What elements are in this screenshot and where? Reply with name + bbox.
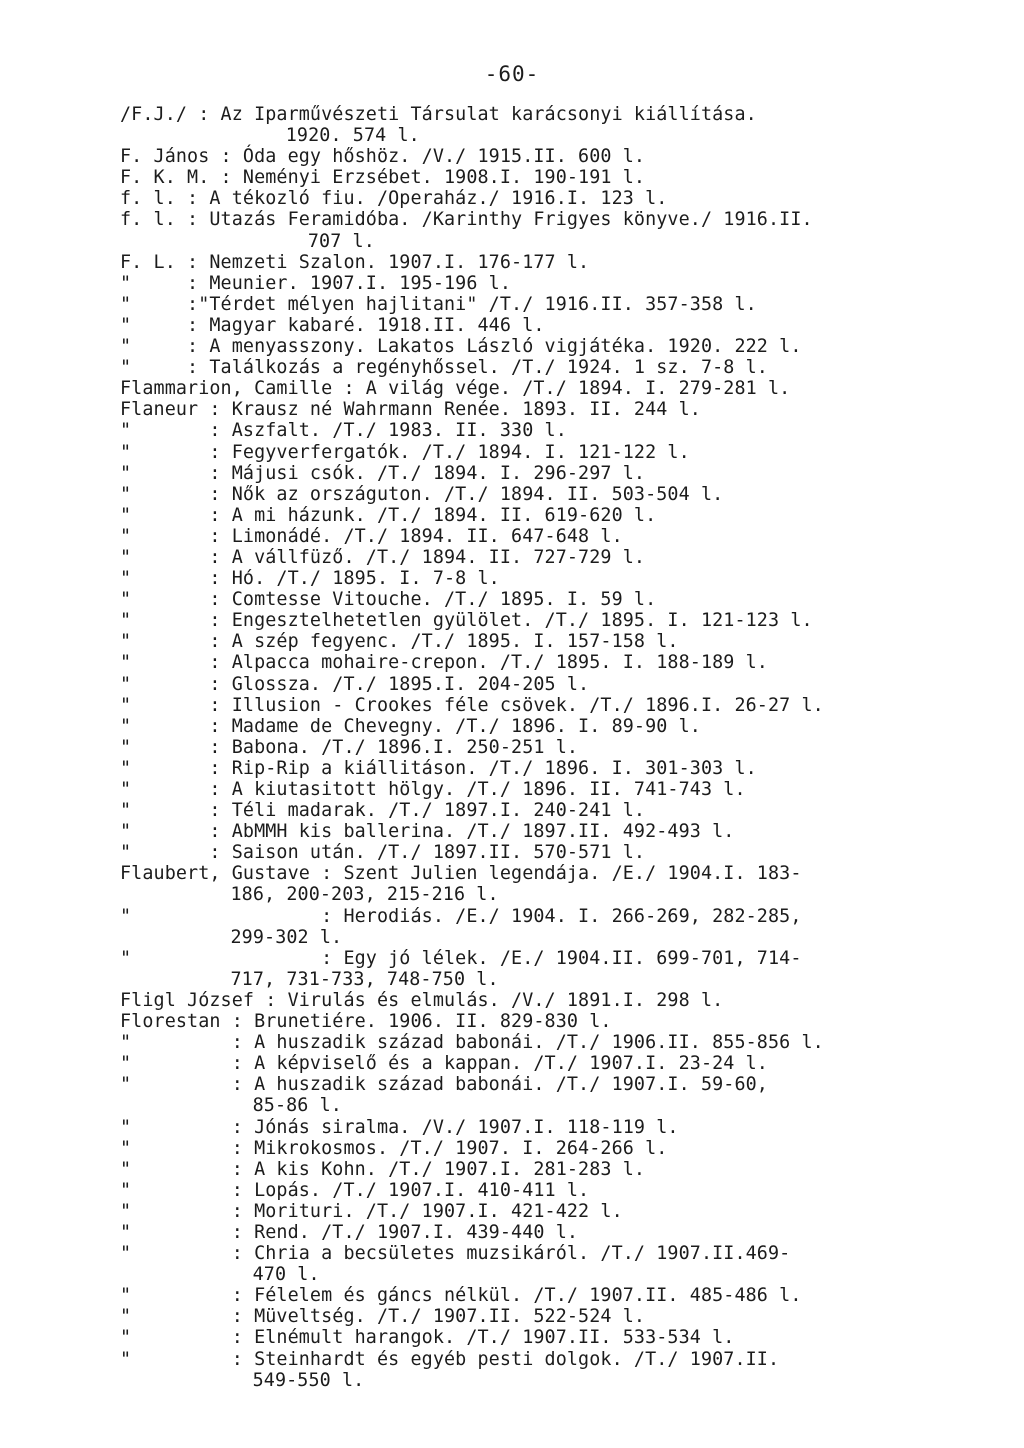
entry-line [120, 336, 1000, 357]
entry-line [120, 589, 1000, 610]
entry-text: " : Madame de Chevegny. /T./ 1896. I. 89-90 l. [120, 715, 701, 737]
entry-line [120, 188, 1000, 209]
entry-line [120, 315, 1000, 336]
entry-text: " : Meunier. 1907.I. 195-196 l. [120, 272, 512, 294]
entry-text: " : A menyasszony. Lakatos László vigjátéka. 1920. 222 l. [120, 336, 802, 358]
entry-text: " : Limonádé. /T./ 1894. II. 647-648 l. [120, 525, 623, 547]
entry-line [120, 610, 1000, 631]
entry-text: " : Chria a becsületes muzsikáról. /T./ 1907.II.469- [120, 1243, 791, 1265]
entry-line [120, 1117, 1000, 1138]
entry-line [120, 779, 1000, 800]
entry-line [120, 378, 1000, 399]
entry-text: " :"Térdet mélyen hajlitani" /T./ 1916.II. 357-358 l. [120, 293, 757, 315]
entry-line [120, 273, 1000, 294]
entry-line [120, 737, 1000, 758]
entry-line [120, 863, 1000, 884]
entry-line [120, 1180, 1000, 1201]
entry-text: " : Morituri. /T./ 1907.I. 421-422 l. [120, 1200, 623, 1222]
entry-continuation-text: 549-550 l. [252, 1369, 365, 1391]
entry-line [120, 1053, 1000, 1074]
entry-line [120, 125, 1000, 146]
entry-text: " : Fegyverfergatók. /T./ 1894. I. 121-122 l. [120, 441, 690, 463]
entry-line [120, 420, 1000, 441]
entry-text: " : AbMMH kis ballerina. /T./ 1897.II. 492-493 l. [120, 821, 735, 843]
entry-text: " : Aszfalt. /T./ 1983. II. 330 l. [120, 420, 567, 442]
entry-text: " : Illusion - Crookes féle csövek. /T./ 1896.I. 26-27 l. [120, 694, 824, 716]
entry-line [120, 631, 1000, 652]
entry-line [120, 674, 1000, 695]
entry-text: Flammarion, Camille : A világ vége. /T./ 1894. I. 279-281 l. [120, 378, 791, 400]
entry-line [120, 442, 1000, 463]
entry-text: f. l. : Utazás Feramidóba. /Karinthy Frigyes könyve./ 1916.II. [120, 209, 813, 231]
entry-text: " : Steinhardt és egyéb pesti dolgok. /T./ 1907.II. [120, 1348, 780, 1370]
entry-line [120, 1327, 1000, 1348]
entry-line [120, 884, 1000, 905]
entry-line [120, 1011, 1000, 1032]
entry-line [120, 1285, 1000, 1306]
entry-continuation-text: 1920. 574 l. [285, 125, 420, 147]
entry-line [120, 1370, 1000, 1391]
bibliography-entries [120, 104, 1000, 1391]
entry-line [120, 1074, 1000, 1095]
entry-text: " : Egy jó lélek. /E./ 1904.II. 699-701, 714- [120, 947, 802, 969]
entry-line [120, 1138, 1000, 1159]
entry-line [120, 652, 1000, 673]
entry-line [120, 463, 1000, 484]
entry-line [120, 927, 1000, 948]
entry-text: " : Elnémult harangok. /T./ 1907.II. 533-534 l. [120, 1327, 735, 1349]
entry-text: " : Saison után. /T./ 1897.II. 570-571 l. [120, 842, 646, 864]
entry-line [120, 1222, 1000, 1243]
entry-line [120, 948, 1000, 969]
entry-line [120, 484, 1000, 505]
entry-continuation-text: 85-86 l. [252, 1095, 342, 1117]
entry-continuation-text: 707 l. [307, 230, 375, 252]
entry-line [120, 146, 1000, 167]
entry-text: " : Lopás. /T./ 1907.I. 410-411 l. [120, 1179, 590, 1201]
entry-text: " : Félelem és gáncs nélkül. /T./ 1907.II. 485-486 l. [120, 1285, 802, 1307]
entry-text: " : Mikrokosmos. /T./ 1907. I. 264-266 l. [120, 1137, 668, 1159]
entry-line [120, 1243, 1000, 1264]
entry-text: " : Rend. /T./ 1907.I. 439-440 l. [120, 1221, 579, 1243]
entry-text: " : A szép fegyenc. /T./ 1895. I. 157-158 l. [120, 631, 679, 653]
entry-line [120, 547, 1000, 568]
entry-text: /F.J./ : Az Iparművészeti Társulat karácsonyi kiállítása. [120, 104, 757, 125]
entry-text: " : Herodiás. /E./ 1904. I. 266-269, 282-285, [120, 905, 802, 927]
entry-line [120, 758, 1000, 779]
entry-text: " : A huszadik század babonái. /T./ 1906.II. 855-856 l. [120, 1032, 824, 1054]
entry-line [120, 1264, 1000, 1285]
entry-text: " : A mi házunk. /T./ 1894. II. 619-620 l. [120, 504, 657, 526]
entry-text: " : Alpacca mohaire-crepon. /T./ 1895. I. 188-189 l. [120, 652, 768, 674]
entry-text: " : Jónás siralma. /V./ 1907.I. 118-119 l. [120, 1116, 679, 1138]
entry-text: F. K. M. : Neményi Erzsébet. 1908.I. 190-191 l. [120, 167, 646, 189]
entry-line [120, 357, 1000, 378]
entry-line [120, 568, 1000, 589]
entry-line [120, 399, 1000, 420]
entry-text: f. l. : A tékozló fiu. /Operaház./ 1916.I. 123 l. [120, 188, 668, 210]
entry-text: Fligl József : Virulás és elmulás. /V./ 1891.I. 298 l. [120, 989, 724, 1011]
entry-text: " : Comtesse Vitouche. /T./ 1895. I. 59 l. [120, 589, 657, 611]
entry-text: Flaneur : Krausz né Wahrmann Renée. 1893. II. 244 l. [120, 399, 701, 421]
entry-text: " : Glossza. /T./ 1895.I. 204-205 l. [120, 673, 590, 695]
entry-text: F. L. : Nemzeti Szalon. 1907.I. 176-177 l. [120, 251, 590, 273]
entry-line [120, 294, 1000, 315]
entry-text: " : Találkozás a regényhőssel. /T./ 1924. 1 sz. 7-8 l. [120, 357, 768, 379]
entry-continuation-text: 470 l. [252, 1264, 320, 1286]
entry-text: " : Magyar kabaré. 1918.II. 446 l. [120, 314, 545, 336]
entry-line [120, 104, 1000, 125]
entry-text: " : Hó. /T./ 1895. I. 7-8 l. [120, 568, 500, 590]
entry-line [120, 990, 1000, 1011]
entry-text: " : A huszadik század babonái. /T./ 1907.I. 59-60, [120, 1074, 768, 1096]
entry-line [120, 526, 1000, 547]
page-number: -60- [484, 62, 540, 86]
entry-text: " : Müveltség. /T./ 1907.II. 522-524 l. [120, 1306, 646, 1328]
entry-line [120, 1201, 1000, 1222]
entry-text: Florestan : Brunetiére. 1906. II. 829-830 l. [120, 1011, 612, 1033]
entry-line [120, 209, 1000, 230]
entry-text: " : Babona. /T./ 1896.I. 250-251 l. [120, 736, 579, 758]
entry-line [120, 1095, 1000, 1116]
entry-line [120, 1032, 1000, 1053]
entry-line [120, 695, 1000, 716]
entry-text: " : Téli madarak. /T./ 1897.I. 240-241 l. [120, 800, 646, 822]
entry-line [120, 1306, 1000, 1327]
entry-line [120, 1349, 1000, 1370]
entry-text: " : Rip-Rip a kiállitáson. /T./ 1896. I. 301-303 l. [120, 757, 757, 779]
entry-text: " : Engesztelhetetlen gyülölet. /T./ 1895. I. 121-123 l. [120, 610, 813, 632]
entry-continuation-text: 717, 731-733, 748-750 l. [230, 968, 499, 990]
entry-text: F. János : Óda egy hőshöz. /V./ 1915.II. 600 l. [120, 146, 646, 168]
entry-text: " : A kis Kohn. /T./ 1907.I. 281-283 l. [120, 1158, 646, 1180]
entry-text: " : Májusi csók. /T./ 1894. I. 296-297 l. [120, 462, 646, 484]
entry-line [120, 505, 1000, 526]
entry-line [120, 800, 1000, 821]
entry-line [120, 969, 1000, 990]
entry-line [120, 906, 1000, 927]
entry-line [120, 842, 1000, 863]
entry-continuation-text: 299-302 l. [230, 926, 343, 948]
entry-text: Flaubert, Gustave : Szent Julien legendája. /E./ 1904.I. 183- [120, 863, 802, 885]
entry-line [120, 231, 1000, 252]
entry-text: " : Nők az országuton. /T./ 1894. II. 503-504 l. [120, 483, 724, 505]
entry-line [120, 821, 1000, 842]
entry-text: " : A képviselő és a kappan. /T./ 1907.I. 23-24 l. [120, 1053, 768, 1075]
entry-continuation-text: 186, 200-203, 215-216 l. [230, 884, 499, 906]
entry-line [120, 167, 1000, 188]
entry-text: " : A kiutasitott hölgy. /T./ 1896. II. 741-743 l. [120, 779, 746, 800]
entry-line [120, 1159, 1000, 1180]
entry-line [120, 716, 1000, 737]
entry-line [120, 252, 1000, 273]
entry-text: " : A vállfüző. /T./ 1894. II. 727-729 l. [120, 546, 646, 568]
